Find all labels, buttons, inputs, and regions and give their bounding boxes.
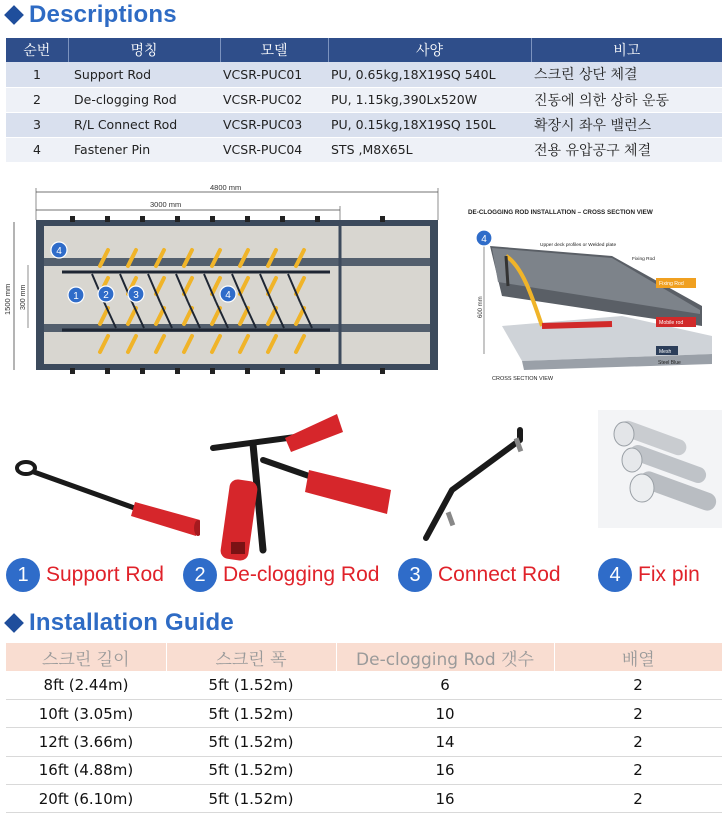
cross-section-callout: 4 [481, 234, 487, 245]
table-row [6, 62, 722, 87]
cell: 전용 유압공구 체결 [531, 137, 722, 162]
screen-layout-diagram [0, 180, 450, 380]
table-row [6, 671, 722, 699]
col-header: 배열 [554, 643, 722, 671]
table-row [6, 87, 722, 112]
table-row [6, 785, 722, 813]
cell: Fastener Pin [68, 137, 220, 162]
cell: 5ft (1.52m) [166, 785, 336, 813]
cell: 10 [336, 699, 554, 727]
cell: VCSR-PUC02 [220, 87, 328, 112]
cell: 4 [6, 137, 68, 162]
cell: 스크린 상단 체결 [531, 62, 722, 87]
descriptions-table [6, 38, 722, 163]
callout-label: 4 [225, 290, 231, 301]
cell: 2 [6, 87, 68, 112]
part-label-de-clogging-rod [183, 555, 379, 595]
support-rod-image [10, 450, 200, 540]
part-number-badge: 1 [6, 558, 40, 592]
part-number-badge: 3 [398, 558, 432, 592]
descriptions-title: Descriptions [29, 1, 177, 28]
inner-width-label: 3000 mm [150, 200, 182, 209]
callout-label: 1 [73, 291, 79, 302]
cell: 10ft (3.05m) [6, 699, 166, 727]
cell: R/L Connect Rod [68, 112, 220, 137]
callout-label: 2 [103, 290, 109, 301]
mobile-rod-label: Mobile rod [659, 320, 684, 326]
cell: 확장시 좌우 밸런스 [531, 112, 722, 137]
steel-blue-label: Steel Blue [658, 360, 681, 366]
part-name: De-clogging Rod [223, 563, 380, 586]
mesh-label: Mesh [659, 349, 672, 355]
cross-section-diagram [462, 186, 726, 386]
cell: PU, 0.15kg,18X19SQ 150L [328, 112, 531, 137]
cell: 1 [6, 62, 68, 87]
cell: 5ft (1.52m) [166, 671, 336, 699]
descriptions-heading [0, 0, 177, 30]
cell: 2 [554, 785, 722, 813]
cell: 3 [6, 112, 68, 137]
cell: STS ,M8X65L [328, 137, 531, 162]
part-label-fix-pin [598, 555, 700, 595]
part-label-connect-rod [398, 555, 561, 595]
cell: VCSR-PUC01 [220, 62, 328, 87]
col-header: 비고 [531, 38, 722, 62]
diamond-bullet-icon [4, 5, 24, 25]
cell: PU, 0.65kg,18X19SQ 540L [328, 62, 531, 87]
diamond-bullet-icon [4, 613, 24, 633]
table-row [6, 112, 722, 137]
col-header: 명칭 [68, 38, 220, 62]
table-row [6, 728, 722, 756]
de-clogging-rod-image [205, 410, 395, 570]
cell: 14 [336, 728, 554, 756]
cell: 12ft (3.66m) [6, 728, 166, 756]
part-label-support-rod [6, 555, 164, 595]
height-label: 1500 mm [3, 283, 12, 315]
col-header: 순번 [6, 38, 68, 62]
cell: 2 [554, 728, 722, 756]
part-name: Support Rod [46, 563, 164, 586]
installation-table [6, 643, 722, 813]
cell: 5ft (1.52m) [166, 699, 336, 727]
spacing-label: 300 mm [20, 284, 27, 310]
upper-deck-label: Upper deck profiles or Welded plate [540, 243, 617, 248]
cell: Support Rod [68, 62, 220, 87]
connect-rod-image [412, 420, 532, 550]
cell: 8ft (2.44m) [6, 671, 166, 699]
parts-legend [0, 555, 728, 599]
cell: 2 [554, 756, 722, 784]
col-header: De-clogging Rod 갯수 [336, 643, 554, 671]
col-header: 사양 [328, 38, 531, 62]
installation-title: Installation Guide [29, 609, 234, 636]
callout-label: 3 [133, 290, 139, 301]
fixing-rod-label: Fixing Rod [659, 281, 684, 287]
cell: 16ft (4.88m) [6, 756, 166, 784]
fixing-rod-top-label: Fixing Rod [632, 257, 655, 262]
depth-label: 600 mm [478, 296, 484, 318]
cell: 20ft (6.10m) [6, 785, 166, 813]
cell: VCSR-PUC03 [220, 112, 328, 137]
cell: 6 [336, 671, 554, 699]
installation-heading [0, 608, 234, 638]
callout-label: 4 [56, 246, 62, 257]
part-name: Fix pin [638, 563, 700, 586]
cell: 2 [554, 671, 722, 699]
cell: 5ft (1.52m) [166, 756, 336, 784]
fix-pin-image [598, 410, 722, 528]
part-number-badge: 2 [183, 558, 217, 592]
cell: PU, 1.15kg,390Lx520W [328, 87, 531, 112]
table-row [6, 756, 722, 784]
cross-section-title: DE-CLOGGING ROD INSTALLATION – CROSS SECTION VIEW [468, 209, 653, 216]
cell: VCSR-PUC04 [220, 137, 328, 162]
col-header: 스크린 폭 [166, 643, 336, 671]
part-number-badge: 4 [598, 558, 632, 592]
cell: 16 [336, 785, 554, 813]
cell: 진동에 의한 상하 운동 [531, 87, 722, 112]
cell: 16 [336, 756, 554, 784]
col-header: 모델 [220, 38, 328, 62]
cell: 5ft (1.52m) [166, 728, 336, 756]
table-row [6, 699, 722, 727]
table-row [6, 137, 722, 162]
cell: 2 [554, 699, 722, 727]
cell: De-clogging Rod [68, 87, 220, 112]
part-name: Connect Rod [438, 563, 561, 586]
col-header: 스크린 길이 [6, 643, 166, 671]
cross-section-footer: CROSS SECTION VIEW [492, 376, 554, 382]
overall-width-label: 4800 mm [210, 183, 242, 192]
